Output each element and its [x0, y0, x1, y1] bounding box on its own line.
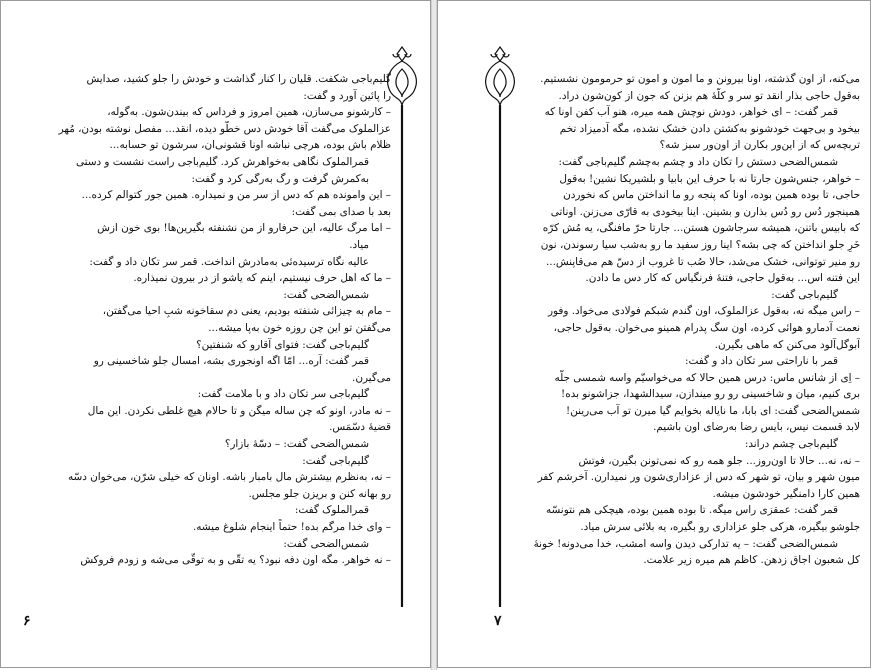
text-line: بعد با صدای بمی گفت: [291, 205, 391, 218]
text-line: قمر با ناراحتی سر تکان داد و گفت: [685, 355, 838, 368]
text-line: – مام به چیزائی شنفته بودیم، یعنی دم سقاخونه شبِ احیا می‌گفتن، [102, 305, 391, 318]
text-line: – اما مرگ عالیه، این حرفارو از من نشنفته بگیرین‌ها! بوی خون ازش [97, 222, 391, 235]
text-line: گلیم‌باجی گفت: [771, 288, 838, 301]
text-line: می‌گیرن. [352, 371, 391, 384]
text-line: شمس‌الضحی گفت: [283, 288, 369, 301]
page-number: ۶ [23, 613, 31, 629]
text-line: عزالملوک می‌گفت آقا خودش دس خطّو دیده، انقد... مفصل نوشته بودن، مُهر [58, 122, 391, 135]
text-line: این فتنه اس... به‌قول حاجی، فتنهٔ فرنگیاس که کار دس ما دادن. [585, 272, 860, 285]
text-line: می‌گفتن تو این چن روزه خون به‌پا میشه... [208, 321, 391, 334]
text-line: رو منیر توتوانی، خشک می‌شد، حالا صُب تا غروب از دسّ هم می‌قاپنش... [545, 255, 860, 268]
text-line: که بابیس باتنن، همیشه سرجاشون هستن... جارتا حرّ مافنگی، یه مُش کرّه [542, 222, 860, 235]
text-line: – نه، نه... حالا تا اون‌روز... جلو همه رو که نمی‌تونن بگیرن، فوتش [578, 454, 860, 467]
page-number: ۷ [494, 613, 502, 629]
text-line: – این وامونده هم که دس از سر من و نمیداره. همین جور کتوالم کرده... [81, 189, 391, 202]
text-line: – نه خواهر. مگه اون دفه نبود؟ یه تقّی و به توقّی می‌شه و زودم فروکش [80, 554, 391, 567]
text-line: به‌قول حاجی بذار انقد تو سر و کلّهٔ هم بزنن که جون از کون‌شون دراد. [558, 89, 860, 102]
text-line: گلیم‌باجی شکفت. قلیان را کنار گذاشت و خودش را جلو کشید، صدایش [86, 73, 391, 85]
text-line: – راس میگه نه، به‌قول عزالملوک، اون گندم شبکم فولادی می‌خواد. وفور [548, 305, 860, 318]
left-page [0, 0, 431, 668]
text-line: شمس‌الضحی گفت: – یه تدارکی دیدن واسه امشب، خدا می‌دونه! خونهٔ [533, 537, 838, 550]
text-line: نعمت آدمارو هوائی کرده، اون سگ پدرام همینو می‌خوان. به‌قول حاجی، [553, 321, 860, 334]
text-line: را پائین آورد و گفت: [303, 89, 391, 102]
text-line: عالیه نگاه ترسیده‌ئی به‌مادرش انداخت. قمر سر تکان داد و گفت: [89, 255, 369, 268]
text-line: قضیهٔ دسّمَس. [329, 421, 391, 434]
text-line: گلیم‌باجی گفت: [302, 454, 369, 467]
text-line: بری کنیم، میان و شاخسینی رو رو میندازن، سیدالشهدا، جزاشونو بده! [561, 388, 860, 401]
text-line: ظلام باش بوده، هرچی نباشه اونا قشونی‌ان، سرشون تو حسابه... [109, 139, 391, 152]
text-line: قمرالملوک گفت: [294, 504, 369, 517]
text-line: شمس‌الضحی گفت: [283, 537, 369, 550]
text-line: شمس‌الضحی دستش را تکان داد و چشم به‌چشم گلیم‌باجی گفت: [558, 155, 838, 168]
text-line: میون شهر و بیان، تو شهر که دس از عزاداری‌شون ور نمیدارن. آخرشم کفر [537, 471, 860, 484]
text-line: شمس‌الضحی گفت: ای بابا، ما نایاله بخوایم گیا میرن تو آب می‌رینن! [566, 404, 860, 417]
text-line: – وای خدا مرگم بده! حتماً اینجام شلوغ میشه. [192, 521, 391, 534]
text-line: قمرالملوک نگاهی به‌خواهرش کرد. گلیم‌باجی راست نشست و دستی [75, 155, 369, 168]
left-page-text [19, 71, 391, 569]
text-line: بیخود و بی‌جهت خودشونو به‌کشتن دادن خشک نشده، مگه آدمیزاد تخم [559, 122, 860, 135]
text-line: – خواهر، جنس‌شون جارتا نه با حرف این بابیا و بلشیریکا نشین! به‌قول [559, 172, 860, 185]
right-page [437, 0, 871, 668]
text-line: لابد قسمت نیس، بایس رضا به‌رضای اون باشیم. [653, 421, 860, 434]
text-line: میاد. [349, 238, 369, 251]
text-line: – کارشونو می‌سازن، همین امروز و فرداس که بیندن‌شون. به‌گوله، [107, 106, 391, 119]
right-page-text [500, 71, 860, 569]
text-line: رو بهانه کنن و بریزن جلو مجلس. [248, 487, 391, 500]
text-line: به‌کمرش گرفت و رگ به‌رگی کرد و گفت: [191, 172, 369, 185]
text-line: گلیم‌باجی گفت: فتوای آقارو که شنفتین؟ [196, 338, 369, 351]
text-line: قمر گفت: عمقزی راس میگه. تا بوده همین بوده، هیچکی هم نتونسّه [545, 504, 838, 517]
text-line: همین کارا دامنگیر خودشون میشه. [712, 487, 860, 500]
text-line: جلوشو بیگیره، هرکی جلو عزاداری رو بگیره، یه بلائی سرش میاد. [580, 521, 860, 534]
text-line: شمس‌الضحی گفت: – دسّهٔ بازار؟ [224, 438, 369, 451]
text-line: تربچه‌س که از این‌ور بکارن از اون‌ور سبز شه؟ [659, 139, 860, 152]
text-line: – نه، به‌نظرم بیشترش مال بامبار باشه. اونان که خیلی شرّن، می‌خوان دسّه [67, 471, 391, 484]
text-line: – نه مادر، اونو که چن ساله میگن و تا حالام هیچ غلطی نکردن. این مال [87, 404, 391, 417]
text-line: همینجور دُس رو دُس بذارن و بشینن. اینا بیخودی به قارّی می‌زنن. اوناتی [550, 205, 860, 218]
text-line: آبوگل‌آلود می‌کنن که ماهی بگیرن. [714, 338, 860, 351]
text-line: قمر گفت: – ای خواهر، دودش نوچش همه میره، هنو آب کفن اونا که [544, 106, 838, 119]
text-line: قمر گفت: آره... امّا اگه اونجوری بشه، امسال جلو شاخسینی رو [93, 355, 369, 368]
text-line: کل شعبون اجاق زدهن. کاظم هم میره زیر علامت. [643, 554, 860, 567]
text-line: گلیم‌باجی چشم دراند: [744, 438, 838, 451]
text-line: – ما که اهل حرف نیستیم، اینم که یاشو از در بیرون نمیذاره. [133, 272, 391, 285]
text-line: می‌کنه، از اون گذشته، اونا بیرونن و ما امون و امون تو حرمومون نشستیم. [540, 73, 860, 85]
text-line: حاجی، تا بوده همین بوده، اونا که پنجه رو ما انداختن ماس که نخوردن [563, 189, 860, 202]
text-line: خَرِ جلو انداختن که چی بشه؟ اینا روز سفید ما رو به‌شب سیا رسوندن، نون [540, 238, 860, 251]
text-line: – اِی از شانس ماس: درس همین حالا که می‌خواسیّم واسه شمسی جلّه [554, 371, 860, 384]
text-line: گلیم‌باجی سر تکان داد و با ملامت گفت: [197, 388, 369, 401]
